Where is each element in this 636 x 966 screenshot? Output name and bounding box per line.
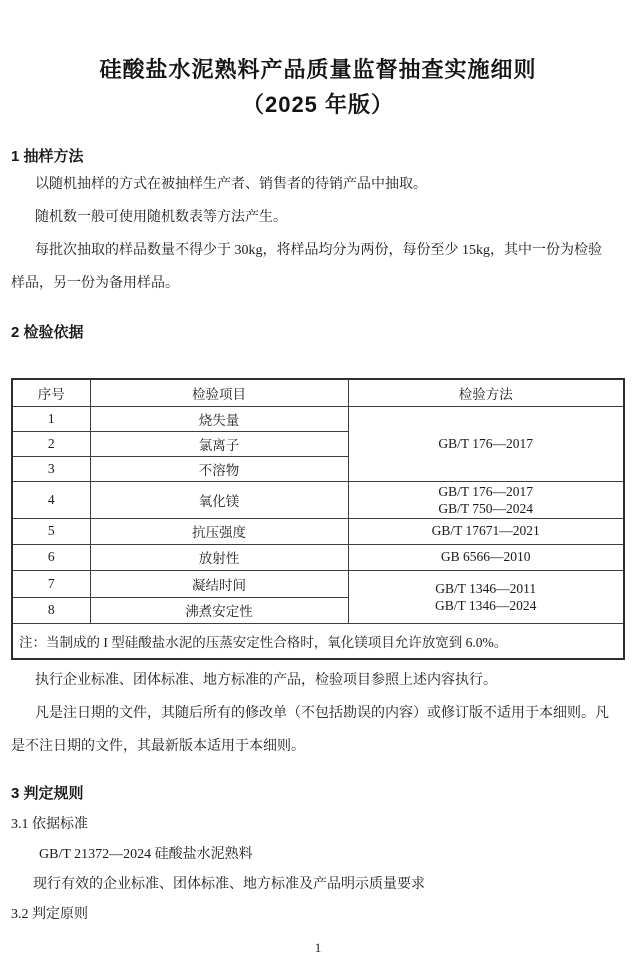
seq-cell: 8 xyxy=(12,597,90,623)
item-cell: 放射性 xyxy=(90,544,348,570)
seq-cell: 4 xyxy=(12,481,90,518)
method-cell xyxy=(348,481,624,518)
item-cell: 凝结时间 xyxy=(90,570,348,597)
table-note: 注：当制成的 I 型硅酸盐水泥的压蒸安定性合格时，氧化镁项目允许放宽到 6.0%。 xyxy=(12,623,624,659)
item-cell: 烧失量 xyxy=(90,406,348,431)
table-row xyxy=(12,518,624,544)
subsection-3-1-heading: 3.1 依据标准 xyxy=(11,817,88,832)
document-title-year: （2025 年版） xyxy=(241,92,395,117)
standard-reference-line: GB/T 21372—2024 硅酸盐水泥熟料 xyxy=(39,847,253,862)
seq-cell: 1 xyxy=(12,406,90,431)
section-3-heading: 3 判定规则 xyxy=(11,785,84,802)
effective-standards-line: 现行有效的企业标准、团体标准、地方标准及产品明示质量要求 xyxy=(33,877,425,892)
paragraph-line: 随机数一般可使用随机数表等方法产生。 xyxy=(35,210,287,225)
section-2-heading: 2 检验依据 xyxy=(11,324,84,341)
seq-cell: 3 xyxy=(12,456,90,481)
paragraph-line: 是不注日期的文件，其最新版本适用于本细则。 xyxy=(11,739,305,754)
paragraph-line: 每批次抽取的样品数量不得少于 30kg，将样品均分为两份，每份至少 15kg，其中一份为检验 xyxy=(35,243,602,258)
paragraph-line: 执行企业标准、团体标准、地方标准的产品，检验项目参照上述内容执行。 xyxy=(35,673,497,688)
table-row xyxy=(12,570,624,597)
method-line: GB/T 1346—2011 xyxy=(435,580,537,596)
method-cell: GB/T 176—2017 xyxy=(348,406,624,481)
seq-cell: 6 xyxy=(12,544,90,570)
inspection-basis-table xyxy=(11,378,625,660)
method-line: GB/T 1346—2024 xyxy=(435,597,537,613)
seq-cell: 2 xyxy=(12,431,90,456)
table-header-row xyxy=(12,379,624,406)
page-number: 1 xyxy=(314,940,322,955)
document-title-line1: 硅酸盐水泥熟料产品质量监督抽查实施细则 xyxy=(99,57,537,82)
item-cell: 抗压强度 xyxy=(90,518,348,544)
table-header-method: 检验方法 xyxy=(348,379,624,406)
subsection-3-2-heading: 3.2 判定原则 xyxy=(11,907,88,922)
table-row xyxy=(12,406,624,431)
table-note-row xyxy=(12,623,624,659)
table-header-seq: 序号 xyxy=(12,379,90,406)
item-cell: 氧化镁 xyxy=(90,481,348,518)
item-cell: 氯离子 xyxy=(90,431,348,456)
document-title xyxy=(11,52,625,122)
paragraph-line: 样品，另一份为备用样品。 xyxy=(11,276,179,291)
section-1-heading: 1 抽样方法 xyxy=(11,148,84,165)
method-line: GB/T 176—2017 xyxy=(438,483,534,499)
paragraph-line: 凡是注日期的文件，其随后所有的修改单（不包括勘误的内容）或修订版不适用于本细则。凡 xyxy=(35,706,609,721)
method-line: GB/T 750—2024 xyxy=(438,500,534,516)
table-header-item: 检验项目 xyxy=(90,379,348,406)
method-cell: GB/T 17671—2021 xyxy=(348,518,624,544)
table-row xyxy=(12,544,624,570)
seq-cell: 5 xyxy=(12,518,90,544)
method-cell xyxy=(348,570,624,623)
item-cell: 不溶物 xyxy=(90,456,348,481)
seq-cell: 7 xyxy=(12,570,90,597)
paragraph-line: 以随机抽样的方式在被抽样生产者、销售者的待销产品中抽取。 xyxy=(35,177,427,192)
table-row xyxy=(12,481,624,518)
item-cell: 沸煮安定性 xyxy=(90,597,348,623)
method-cell: GB 6566—2010 xyxy=(348,544,624,570)
